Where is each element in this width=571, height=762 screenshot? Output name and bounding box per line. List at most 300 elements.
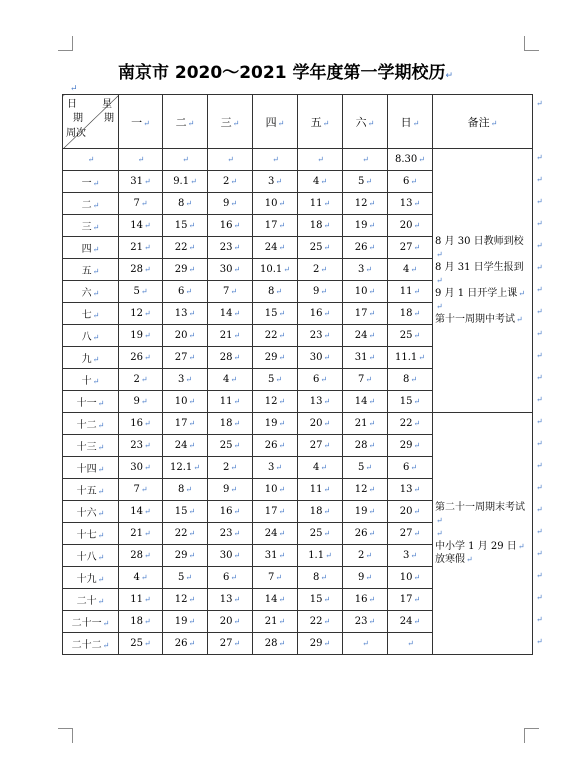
- cell-mark: ↵: [436, 529, 443, 538]
- date-value: 16: [130, 418, 144, 429]
- date-value: 17: [264, 220, 278, 231]
- date-cell: [343, 369, 388, 391]
- date-value: 26: [354, 528, 368, 539]
- cell-mark: ↵: [233, 639, 241, 648]
- cell-mark: ↵: [92, 333, 100, 342]
- note-line: [435, 540, 530, 553]
- cell-mark: ↵: [407, 639, 414, 648]
- cell-mark: ↵: [320, 287, 328, 296]
- date-value: 23: [130, 440, 144, 451]
- cell-mark: ↵: [413, 529, 421, 538]
- row-end-mark: ↵: [536, 284, 543, 294]
- cell-mark: ↵: [278, 507, 286, 516]
- date-value: 3: [177, 374, 185, 385]
- cell-mark: ↵: [233, 243, 241, 252]
- cell-mark: ↵: [144, 243, 151, 252]
- date-cell: [343, 523, 388, 545]
- cell-mark: ↵: [277, 118, 285, 128]
- cell-mark: ↵: [275, 573, 283, 582]
- date-value: 25: [399, 330, 413, 341]
- cell-mark: ↵: [362, 639, 369, 648]
- date-cell: [119, 479, 163, 501]
- cell-mark: ↵: [323, 309, 331, 318]
- date-cell: [119, 611, 163, 633]
- row-end-mark: ↵: [536, 306, 543, 316]
- date-cell: [253, 149, 298, 171]
- date-value: 14: [354, 396, 368, 407]
- date-cell: [208, 171, 253, 193]
- date-cell: [119, 391, 163, 413]
- cell-mark: ↵: [144, 177, 151, 186]
- date-cell: [388, 215, 433, 237]
- cell-mark: ↵: [413, 331, 421, 340]
- cell-mark: ↵: [368, 595, 376, 604]
- date-cell: [388, 633, 433, 655]
- date-value: 27: [399, 528, 413, 539]
- date-cell: [119, 435, 163, 457]
- cell-mark: ↵: [410, 265, 418, 274]
- date-value: 11.1: [395, 352, 418, 363]
- cell-mark: ↵: [320, 573, 328, 582]
- weekday-label: 四: [265, 115, 277, 129]
- cell-mark: ↵: [413, 397, 421, 406]
- date-value: 27: [399, 242, 413, 253]
- week-number: 五: [81, 266, 92, 277]
- week-number: 二十二: [71, 640, 102, 651]
- cell-mark: ↵: [365, 177, 373, 186]
- cell-mark: ↵: [232, 118, 240, 128]
- week-number-cell: [63, 193, 119, 215]
- date-value: 14: [130, 506, 144, 517]
- date-cell: [119, 457, 163, 479]
- date-value: 9.1: [173, 176, 190, 187]
- date-value: 22: [174, 242, 188, 253]
- week-number: 十五: [76, 486, 97, 497]
- date-value: 8: [267, 286, 275, 297]
- row-end-mark: ↵: [536, 570, 543, 580]
- date-cell: [343, 611, 388, 633]
- date-value: 5: [357, 176, 365, 187]
- cell-mark: ↵: [230, 485, 238, 494]
- date-cell: [163, 633, 208, 655]
- weekday-label: 三: [220, 115, 232, 129]
- diag-label-qi2: 期: [104, 113, 114, 124]
- date-value: 24: [174, 440, 188, 451]
- cell-mark: ↵: [323, 331, 331, 340]
- date-cell: [343, 303, 388, 325]
- date-value: 22: [174, 528, 188, 539]
- date-value: 18: [130, 616, 144, 627]
- cell-mark: ↵: [233, 221, 241, 230]
- date-value: 28: [130, 550, 144, 561]
- date-cell: [343, 237, 388, 259]
- date-value: 2: [133, 374, 140, 385]
- date-value: 31: [264, 550, 278, 561]
- cell-mark: ↵: [368, 529, 376, 538]
- week-number-cell: [63, 479, 119, 501]
- date-cell: [208, 435, 253, 457]
- week-number-cell: [63, 523, 119, 545]
- cell-mark: ↵: [140, 199, 148, 208]
- week-number: 十四: [76, 464, 97, 475]
- weekday-header: [253, 95, 298, 149]
- cell-mark: ↵: [92, 201, 100, 210]
- date-value: 19: [354, 506, 368, 517]
- date-value: 22: [309, 616, 323, 627]
- margin-corner-top-left: [58, 36, 73, 51]
- row-end-mark: ↵: [536, 262, 543, 272]
- cell-mark: ↵: [233, 595, 241, 604]
- note-line: [435, 287, 530, 300]
- date-cell: [163, 149, 208, 171]
- date-cell: [253, 369, 298, 391]
- cell-mark: ↵: [413, 441, 421, 450]
- date-cell: [343, 413, 388, 435]
- week-number-cell: [63, 391, 119, 413]
- date-value: 12: [264, 396, 278, 407]
- date-cell: [119, 523, 163, 545]
- cell-mark: ↵: [365, 265, 373, 274]
- cell-mark: ↵: [233, 617, 241, 626]
- cell-mark: ↵: [140, 397, 148, 406]
- cell-mark: ↵: [233, 441, 241, 450]
- cell-mark: ↵: [92, 245, 100, 254]
- date-value: 13: [309, 396, 323, 407]
- cell-mark: ↵: [188, 419, 196, 428]
- cell-mark: ↵: [368, 617, 376, 626]
- date-value: 18: [399, 308, 413, 319]
- date-cell: [253, 457, 298, 479]
- cell-mark: ↵: [368, 485, 376, 494]
- note-text: 8 月 31 日学生报到: [435, 262, 524, 273]
- date-cell: [388, 281, 433, 303]
- note-text: 8 月 30 日教师到校: [435, 236, 524, 247]
- date-cell: [388, 259, 433, 281]
- date-value: 21: [130, 528, 144, 539]
- week-row: [63, 149, 533, 171]
- date-cell: [343, 193, 388, 215]
- cell-mark: ↵: [278, 529, 286, 538]
- date-value: 3: [267, 462, 275, 473]
- diag-label-zhouci: 周次: [66, 128, 86, 139]
- note-line: [435, 313, 530, 326]
- date-value: 20: [174, 330, 188, 341]
- date-cell: [163, 369, 208, 391]
- cell-mark: ↵: [144, 221, 151, 230]
- cell-mark: ↵: [144, 331, 151, 340]
- notes-upper-cell: [433, 149, 533, 413]
- week-row: [63, 413, 533, 435]
- row-end-mark: ↵: [536, 152, 543, 162]
- cell-mark: ↵: [368, 221, 376, 230]
- date-cell: [208, 149, 253, 171]
- date-value: 14: [130, 220, 144, 231]
- cell-mark: ↵: [143, 118, 150, 128]
- cell-mark: ↵: [144, 419, 151, 428]
- cell-mark: ↵: [278, 331, 286, 340]
- date-cell: [163, 611, 208, 633]
- date-value: 29: [174, 550, 188, 561]
- cell-mark: ↵: [144, 265, 151, 274]
- date-cell: [253, 589, 298, 611]
- date-value: 4: [312, 462, 320, 473]
- cell-mark: ↵: [436, 302, 443, 311]
- date-value: 18: [309, 506, 323, 517]
- note-text: 中小学 1 月 29 日: [435, 541, 517, 552]
- date-value: 6: [402, 176, 410, 187]
- date-value: 21: [264, 616, 278, 627]
- date-cell: [119, 347, 163, 369]
- date-value: 20: [309, 418, 323, 429]
- row-end-mark: ↵: [536, 394, 543, 404]
- cell-mark: ↵: [412, 118, 420, 128]
- date-cell: [208, 589, 253, 611]
- date-value: 6: [402, 462, 410, 473]
- date-value: 7: [133, 198, 140, 209]
- date-value: 25: [309, 528, 323, 539]
- date-value: 23: [309, 330, 323, 341]
- week-number: 三: [81, 222, 92, 233]
- date-cell: [388, 413, 433, 435]
- date-cell: [208, 325, 253, 347]
- date-cell: [298, 325, 343, 347]
- cell-mark: ↵: [92, 289, 100, 298]
- cell-mark: ↵: [188, 331, 196, 340]
- date-cell: [388, 545, 433, 567]
- cell-mark: ↵: [323, 419, 331, 428]
- date-value: 15: [309, 594, 323, 605]
- cell-mark: ↵: [323, 441, 331, 450]
- date-cell: [119, 303, 163, 325]
- date-cell: [253, 633, 298, 655]
- date-value: 5: [267, 374, 275, 385]
- date-value: 15: [264, 308, 278, 319]
- cell-mark: ↵: [466, 555, 473, 564]
- date-value: 7: [222, 286, 230, 297]
- week-number-cell: [63, 501, 119, 523]
- cell-mark: ↵: [413, 573, 421, 582]
- cell-mark: ↵: [188, 441, 196, 450]
- cell-mark: ↵: [517, 542, 525, 551]
- date-cell: [388, 611, 433, 633]
- weekday-header: [343, 95, 388, 149]
- date-cell: [163, 435, 208, 457]
- date-cell: [298, 567, 343, 589]
- cell-mark: ↵: [323, 639, 331, 648]
- date-value: 9: [222, 198, 230, 209]
- date-value: 9: [133, 396, 140, 407]
- cell-mark: ↵: [490, 118, 498, 128]
- cell-mark: ↵: [233, 265, 241, 274]
- date-cell: [119, 193, 163, 215]
- date-cell: [119, 589, 163, 611]
- week-number-cell: [63, 149, 119, 171]
- cell-mark: ↵: [92, 267, 100, 276]
- date-value: 15: [174, 220, 188, 231]
- cell-mark: ↵: [365, 573, 373, 582]
- cell-mark: ↵: [362, 155, 369, 164]
- diag-label-xing: 星: [102, 99, 112, 110]
- week-number-cell: [63, 325, 119, 347]
- cell-mark: ↵: [323, 243, 331, 252]
- date-cell: [388, 391, 433, 413]
- cell-mark: ↵: [227, 155, 234, 164]
- date-cell: [163, 171, 208, 193]
- date-cell: [388, 523, 433, 545]
- date-cell: [253, 523, 298, 545]
- date-cell: [163, 215, 208, 237]
- date-value: 23: [354, 616, 368, 627]
- date-cell: [119, 281, 163, 303]
- cell-mark: ↵: [518, 289, 525, 298]
- date-value: 20: [399, 506, 413, 517]
- date-cell: [343, 149, 388, 171]
- date-value: 13: [399, 484, 413, 495]
- date-cell: [343, 281, 388, 303]
- date-value: 23: [219, 528, 233, 539]
- cell-mark: ↵: [368, 441, 376, 450]
- date-value: 14: [219, 308, 233, 319]
- date-cell: [208, 501, 253, 523]
- date-cell: [253, 325, 298, 347]
- cell-mark: ↵: [413, 507, 421, 516]
- row-end-mark: ↵: [536, 526, 543, 536]
- date-value: 3: [357, 264, 365, 275]
- document-title: [0, 58, 571, 83]
- date-value: 30: [309, 352, 323, 363]
- date-value: 23: [219, 242, 233, 253]
- date-value: 28: [264, 638, 278, 649]
- date-cell: [253, 171, 298, 193]
- week-number: 二十一: [71, 618, 102, 629]
- cell-mark: ↵: [188, 529, 196, 538]
- cell-mark: ↵: [413, 309, 421, 318]
- week-number-cell: [63, 281, 119, 303]
- date-cell: [253, 501, 298, 523]
- date-value: 14: [264, 594, 278, 605]
- date-value: 28: [219, 352, 233, 363]
- date-value: 11: [309, 198, 323, 209]
- date-cell: [388, 237, 433, 259]
- date-value: 4: [222, 374, 230, 385]
- date-value: 26: [130, 352, 144, 363]
- row-end-mark: ↵: [536, 482, 543, 492]
- date-cell: [208, 611, 253, 633]
- cell-mark: ↵: [320, 177, 328, 186]
- cell-mark: ↵: [367, 118, 375, 128]
- date-cell: [208, 413, 253, 435]
- date-cell: [343, 457, 388, 479]
- cell-mark: ↵: [97, 509, 105, 518]
- date-value: 11: [309, 484, 323, 495]
- date-value: 17: [354, 308, 368, 319]
- weekday-label: 日: [400, 115, 412, 129]
- week-number: 十三: [76, 442, 97, 453]
- row-end-mark: ↵: [536, 328, 543, 338]
- cell-mark: ↵: [413, 485, 421, 494]
- note-line: [435, 300, 530, 313]
- date-value: 12: [174, 594, 188, 605]
- cell-mark: ↵: [278, 551, 286, 560]
- cell-mark: ↵: [102, 641, 110, 650]
- date-cell: [119, 171, 163, 193]
- date-cell: [208, 347, 253, 369]
- note-line: [435, 235, 530, 261]
- cell-mark: ↵: [323, 221, 331, 230]
- cell-mark: ↵: [275, 287, 283, 296]
- cell-mark: ↵: [188, 353, 196, 362]
- date-cell: [208, 193, 253, 215]
- date-value: 5: [133, 286, 140, 297]
- cell-mark: ↵: [188, 595, 196, 604]
- date-cell: [119, 501, 163, 523]
- date-value: 7: [133, 484, 140, 495]
- row-end-mark: ↵: [536, 196, 543, 206]
- cell-mark: ↵: [278, 243, 286, 252]
- date-cell: [388, 567, 433, 589]
- date-cell: [163, 523, 208, 545]
- date-cell: [343, 347, 388, 369]
- week-number-cell: [63, 369, 119, 391]
- date-value: 8: [177, 198, 185, 209]
- cell-mark: ↵: [188, 309, 196, 318]
- cell-mark: ↵: [410, 177, 418, 186]
- week-number: 二十: [76, 596, 97, 607]
- cell-mark: ↵: [97, 597, 105, 606]
- cell-mark: ↵: [185, 375, 193, 384]
- cell-mark: ↵: [365, 375, 373, 384]
- cell-mark: ↵: [278, 617, 286, 626]
- cell-mark: ↵: [413, 199, 421, 208]
- date-cell: [298, 215, 343, 237]
- date-value: 13: [399, 198, 413, 209]
- week-number: 四: [81, 244, 92, 255]
- date-value: 18: [219, 418, 233, 429]
- week-number-cell: [63, 259, 119, 281]
- cell-mark: ↵: [233, 353, 241, 362]
- date-value: 19: [174, 616, 188, 627]
- date-cell: [298, 149, 343, 171]
- date-cell: [298, 413, 343, 435]
- weekday-header: [119, 95, 163, 149]
- week-number-cell: [63, 457, 119, 479]
- date-cell: [253, 435, 298, 457]
- cell-mark: ↵: [97, 399, 105, 408]
- diag-label-qi: 期: [73, 113, 83, 124]
- date-value: 10: [264, 484, 278, 495]
- cell-mark: ↵: [144, 639, 151, 648]
- date-value: 19: [130, 330, 144, 341]
- cell-mark: ↵: [317, 155, 324, 164]
- date-cell: [208, 479, 253, 501]
- date-value: 24: [354, 330, 368, 341]
- cell-mark: ↵: [436, 516, 443, 525]
- date-value: 6: [177, 286, 185, 297]
- date-cell: [119, 369, 163, 391]
- date-cell: [298, 193, 343, 215]
- cell-mark: ↵: [193, 463, 200, 472]
- cell-mark: ↵: [188, 617, 196, 626]
- date-value: 2: [312, 264, 320, 275]
- date-value: 25: [130, 638, 144, 649]
- date-value: 8: [177, 484, 185, 495]
- cell-mark: ↵: [140, 485, 148, 494]
- date-value: 4: [133, 572, 140, 583]
- note-text: 9 月 1 日开学上课: [435, 288, 518, 299]
- date-cell: [208, 633, 253, 655]
- cell-mark: ↵: [144, 551, 151, 560]
- weekday-label: 六: [355, 115, 367, 129]
